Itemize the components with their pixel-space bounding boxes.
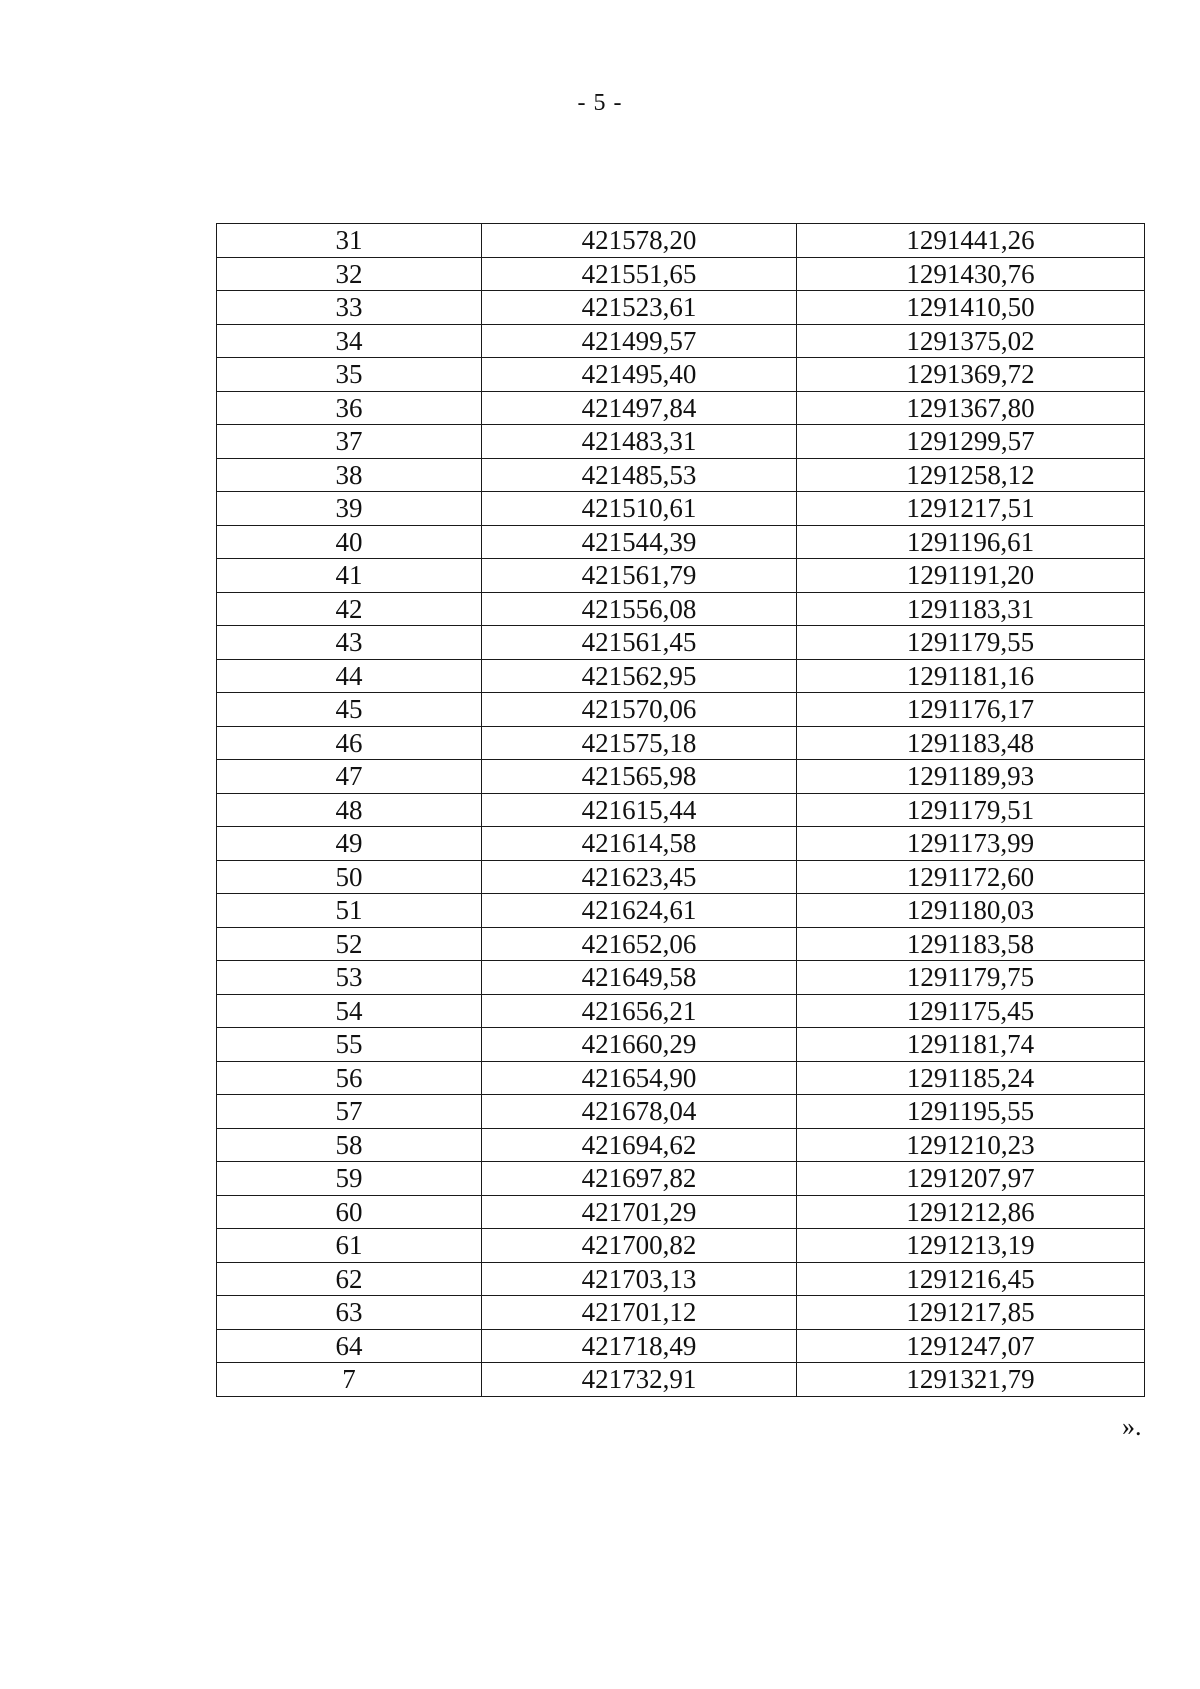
x-coordinate-cell: 421694,62 (482, 1128, 797, 1162)
point-number-cell: 50 (217, 860, 482, 894)
x-coordinate-cell: 421614,58 (482, 827, 797, 861)
x-coordinate-cell: 421701,12 (482, 1296, 797, 1330)
coordinates-table (216, 223, 1145, 1397)
x-coordinate-cell: 421561,79 (482, 559, 797, 593)
point-number-cell: 38 (217, 458, 482, 492)
y-coordinate-cell: 1291207,97 (797, 1162, 1145, 1196)
y-coordinate-cell: 1291410,50 (797, 291, 1145, 325)
table-row (217, 793, 1145, 827)
point-number-cell: 37 (217, 425, 482, 459)
point-number-cell: 48 (217, 793, 482, 827)
x-coordinate-cell: 421623,45 (482, 860, 797, 894)
point-number-cell: 42 (217, 592, 482, 626)
table-row (217, 592, 1145, 626)
table-row (217, 1028, 1145, 1062)
y-coordinate-cell: 1291195,55 (797, 1095, 1145, 1129)
point-number-cell: 32 (217, 257, 482, 291)
point-number-cell: 61 (217, 1229, 482, 1263)
table-row (217, 1162, 1145, 1196)
x-coordinate-cell: 421570,06 (482, 693, 797, 727)
y-coordinate-cell: 1291173,99 (797, 827, 1145, 861)
point-number-cell: 7 (217, 1363, 482, 1397)
x-coordinate-cell: 421654,90 (482, 1061, 797, 1095)
table-row (217, 525, 1145, 559)
x-coordinate-cell: 421523,61 (482, 291, 797, 325)
x-coordinate-cell: 421701,29 (482, 1195, 797, 1229)
x-coordinate-cell: 421697,82 (482, 1162, 797, 1196)
point-number-cell: 41 (217, 559, 482, 593)
table-row (217, 860, 1145, 894)
table-row (217, 1061, 1145, 1095)
point-number-cell: 55 (217, 1028, 482, 1062)
y-coordinate-cell: 1291183,31 (797, 592, 1145, 626)
y-coordinate-cell: 1291179,55 (797, 626, 1145, 660)
table-row (217, 559, 1145, 593)
table-row (217, 693, 1145, 727)
point-number-cell: 64 (217, 1329, 482, 1363)
table-row (217, 827, 1145, 861)
y-coordinate-cell: 1291191,20 (797, 559, 1145, 593)
table-row (217, 358, 1145, 392)
y-coordinate-cell: 1291196,61 (797, 525, 1145, 559)
y-coordinate-cell: 1291430,76 (797, 257, 1145, 291)
table-row (217, 659, 1145, 693)
x-coordinate-cell: 421703,13 (482, 1262, 797, 1296)
y-coordinate-cell: 1291216,45 (797, 1262, 1145, 1296)
y-coordinate-cell: 1291212,86 (797, 1195, 1145, 1229)
x-coordinate-cell: 421510,61 (482, 492, 797, 526)
point-number-cell: 45 (217, 693, 482, 727)
point-number-cell: 49 (217, 827, 482, 861)
point-number-cell: 59 (217, 1162, 482, 1196)
x-coordinate-cell: 421678,04 (482, 1095, 797, 1129)
point-number-cell: 33 (217, 291, 482, 325)
point-number-cell: 53 (217, 961, 482, 995)
x-coordinate-cell: 421495,40 (482, 358, 797, 392)
table-row (217, 994, 1145, 1028)
y-coordinate-cell: 1291181,16 (797, 659, 1145, 693)
y-coordinate-cell: 1291181,74 (797, 1028, 1145, 1062)
point-number-cell: 57 (217, 1095, 482, 1129)
y-coordinate-cell: 1291321,79 (797, 1363, 1145, 1397)
table-row (217, 1095, 1145, 1129)
x-coordinate-cell: 421485,53 (482, 458, 797, 492)
y-coordinate-cell: 1291179,51 (797, 793, 1145, 827)
point-number-cell: 56 (217, 1061, 482, 1095)
x-coordinate-cell: 421578,20 (482, 224, 797, 258)
table-row (217, 425, 1145, 459)
x-coordinate-cell: 421561,45 (482, 626, 797, 660)
y-coordinate-cell: 1291258,12 (797, 458, 1145, 492)
x-coordinate-cell: 421483,31 (482, 425, 797, 459)
x-coordinate-cell: 421649,58 (482, 961, 797, 995)
y-coordinate-cell: 1291185,24 (797, 1061, 1145, 1095)
table-row (217, 291, 1145, 325)
y-coordinate-cell: 1291375,02 (797, 324, 1145, 358)
x-coordinate-cell: 421575,18 (482, 726, 797, 760)
table-row (217, 257, 1145, 291)
table-row (217, 961, 1145, 995)
table-row (217, 927, 1145, 961)
table-row (217, 391, 1145, 425)
y-coordinate-cell: 1291217,85 (797, 1296, 1145, 1330)
table-row (217, 1128, 1145, 1162)
point-number-cell: 36 (217, 391, 482, 425)
y-coordinate-cell: 1291175,45 (797, 994, 1145, 1028)
x-coordinate-cell: 421562,95 (482, 659, 797, 693)
table-row (217, 1363, 1145, 1397)
y-coordinate-cell: 1291176,17 (797, 693, 1145, 727)
x-coordinate-cell: 421499,57 (482, 324, 797, 358)
point-number-cell: 39 (217, 492, 482, 526)
x-coordinate-cell: 421551,65 (482, 257, 797, 291)
y-coordinate-cell: 1291299,57 (797, 425, 1145, 459)
point-number-cell: 47 (217, 760, 482, 794)
y-coordinate-cell: 1291369,72 (797, 358, 1145, 392)
x-coordinate-cell: 421656,21 (482, 994, 797, 1028)
table-row (217, 1262, 1145, 1296)
point-number-cell: 52 (217, 927, 482, 961)
table-row (217, 1229, 1145, 1263)
table-row (217, 492, 1145, 526)
table-row (217, 324, 1145, 358)
table-row (217, 626, 1145, 660)
x-coordinate-cell: 421660,29 (482, 1028, 797, 1062)
x-coordinate-cell: 421556,08 (482, 592, 797, 626)
x-coordinate-cell: 421624,61 (482, 894, 797, 928)
coordinates-table-body (217, 224, 1145, 1397)
y-coordinate-cell: 1291367,80 (797, 391, 1145, 425)
table-row (217, 1296, 1145, 1330)
table-row (217, 1195, 1145, 1229)
x-coordinate-cell: 421652,06 (482, 927, 797, 961)
y-coordinate-cell: 1291213,19 (797, 1229, 1145, 1263)
point-number-cell: 46 (217, 726, 482, 760)
table-row (217, 458, 1145, 492)
point-number-cell: 31 (217, 224, 482, 258)
table-row (217, 1329, 1145, 1363)
y-coordinate-cell: 1291183,58 (797, 927, 1145, 961)
page-number: - 5 - (577, 90, 623, 116)
point-number-cell: 54 (217, 994, 482, 1028)
x-coordinate-cell: 421544,39 (482, 525, 797, 559)
closing-quote-mark: ». (1122, 1412, 1142, 1441)
y-coordinate-cell: 1291441,26 (797, 224, 1145, 258)
y-coordinate-cell: 1291179,75 (797, 961, 1145, 995)
x-coordinate-cell: 421565,98 (482, 760, 797, 794)
y-coordinate-cell: 1291217,51 (797, 492, 1145, 526)
y-coordinate-cell: 1291210,23 (797, 1128, 1145, 1162)
point-number-cell: 60 (217, 1195, 482, 1229)
point-number-cell: 43 (217, 626, 482, 660)
y-coordinate-cell: 1291183,48 (797, 726, 1145, 760)
table-row (217, 726, 1145, 760)
table-row (217, 894, 1145, 928)
point-number-cell: 62 (217, 1262, 482, 1296)
point-number-cell: 58 (217, 1128, 482, 1162)
table-row (217, 760, 1145, 794)
table-row (217, 224, 1145, 258)
point-number-cell: 51 (217, 894, 482, 928)
point-number-cell: 34 (217, 324, 482, 358)
point-number-cell: 40 (217, 525, 482, 559)
x-coordinate-cell: 421497,84 (482, 391, 797, 425)
x-coordinate-cell: 421615,44 (482, 793, 797, 827)
point-number-cell: 35 (217, 358, 482, 392)
x-coordinate-cell: 421732,91 (482, 1363, 797, 1397)
y-coordinate-cell: 1291189,93 (797, 760, 1145, 794)
x-coordinate-cell: 421718,49 (482, 1329, 797, 1363)
y-coordinate-cell: 1291247,07 (797, 1329, 1145, 1363)
y-coordinate-cell: 1291180,03 (797, 894, 1145, 928)
point-number-cell: 44 (217, 659, 482, 693)
x-coordinate-cell: 421700,82 (482, 1229, 797, 1263)
y-coordinate-cell: 1291172,60 (797, 860, 1145, 894)
point-number-cell: 63 (217, 1296, 482, 1330)
